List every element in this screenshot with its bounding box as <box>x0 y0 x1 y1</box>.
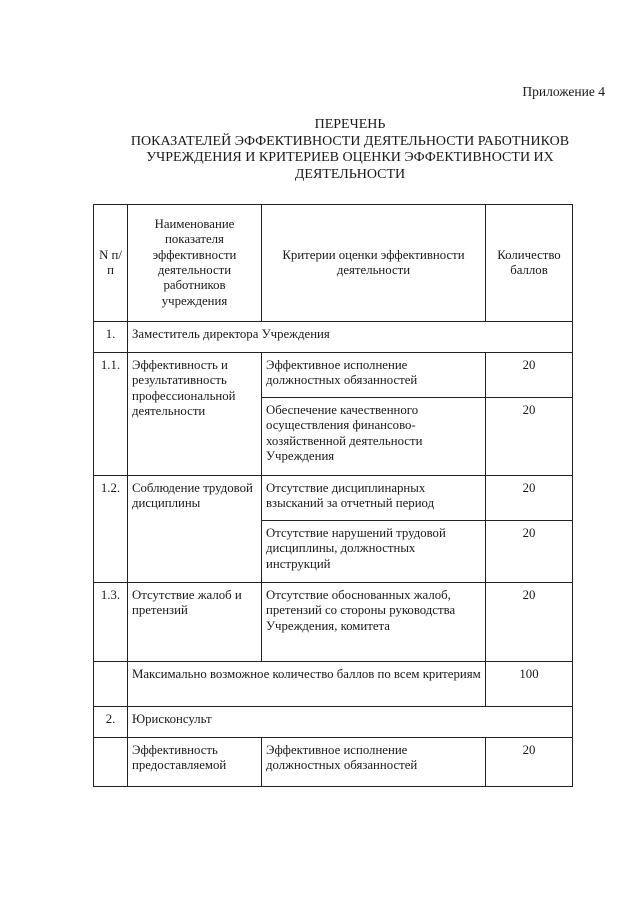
heading-line: УЧРЕЖДЕНИЯ И КРИТЕРИЕВ ОЦЕНКИ ЭФФЕКТИВНОСТИ ИХ <box>146 150 554 165</box>
criterion-text: Отсутствие обоснованных жалоб, претензий со стороны руководства Учреждения, комитета <box>262 583 486 662</box>
group-num: 1.2. <box>94 476 128 583</box>
table-row <box>94 738 573 787</box>
group-indicator: Соблюдение трудовой дисциплины <box>128 476 262 583</box>
criterion-text: Отсутствие нарушений трудовой дисциплины, должностных инструкций <box>262 521 486 583</box>
indicators-table <box>93 204 573 787</box>
criterion-points: 20 <box>486 583 573 662</box>
section-row <box>94 707 573 738</box>
section-title: Юрисконсульт <box>128 707 573 738</box>
document-heading <box>90 117 610 183</box>
group-num: 1.3. <box>94 583 128 662</box>
criterion-text: Отсутствие дисциплинарных взысканий за отчетный период <box>262 476 486 521</box>
table-row <box>94 476 573 521</box>
section-num: 2. <box>94 707 128 738</box>
criterion-text: Эффективное исполнение должностных обязанностей <box>262 738 486 787</box>
section-title: Заместитель директора Учреждения <box>128 322 573 353</box>
group-num: 1.1. <box>94 353 128 476</box>
criterion-points: 20 <box>486 353 573 398</box>
heading-line: ПОКАЗАТЕЛЕЙ ЭФФЕКТИВНОСТИ ДЕЯТЕЛЬНОСТИ РАБОТНИКОВ <box>130 133 570 149</box>
group-indicator: Эффективность и результативность профессиональной деятельности <box>128 353 262 476</box>
empty-cell <box>94 738 128 787</box>
max-score-label: Максимально возможное количество баллов по всем критериям <box>128 662 486 707</box>
group-indicator: Эффективность предоставляемой <box>128 738 262 787</box>
heading-line: ПЕРЕЧЕНЬ <box>314 117 386 132</box>
max-score-row <box>94 662 573 707</box>
section-row <box>94 322 573 353</box>
header-points: Количество баллов <box>486 205 573 322</box>
appendix-label: Приложение 4 <box>522 84 605 99</box>
table-row <box>94 353 573 398</box>
empty-cell <box>94 662 128 707</box>
criterion-text: Эффективное исполнение должностных обязанностей <box>262 353 486 398</box>
group-indicator: Отсутствие жалоб и претензий <box>128 583 262 662</box>
criterion-text: Обеспечение качественного осуществления финансово-хозяйственной деятельности Учреждения <box>262 398 486 476</box>
criterion-points: 20 <box>486 521 573 583</box>
heading-line: ДЕЯТЕЛЬНОСТИ <box>294 166 406 182</box>
criterion-points: 20 <box>486 398 573 476</box>
table-row <box>94 583 573 662</box>
section-num: 1. <box>94 322 128 353</box>
header-criteria: Критерии оценки эффективности деятельности <box>262 205 486 322</box>
criterion-points: 20 <box>486 738 573 787</box>
table-header-row <box>94 205 573 322</box>
header-indicator: Наименование показателя эффективности деятельности работников учреждения <box>128 205 262 322</box>
header-num: N п/п <box>94 205 128 322</box>
criterion-points: 20 <box>486 476 573 521</box>
max-score-value: 100 <box>486 662 573 707</box>
